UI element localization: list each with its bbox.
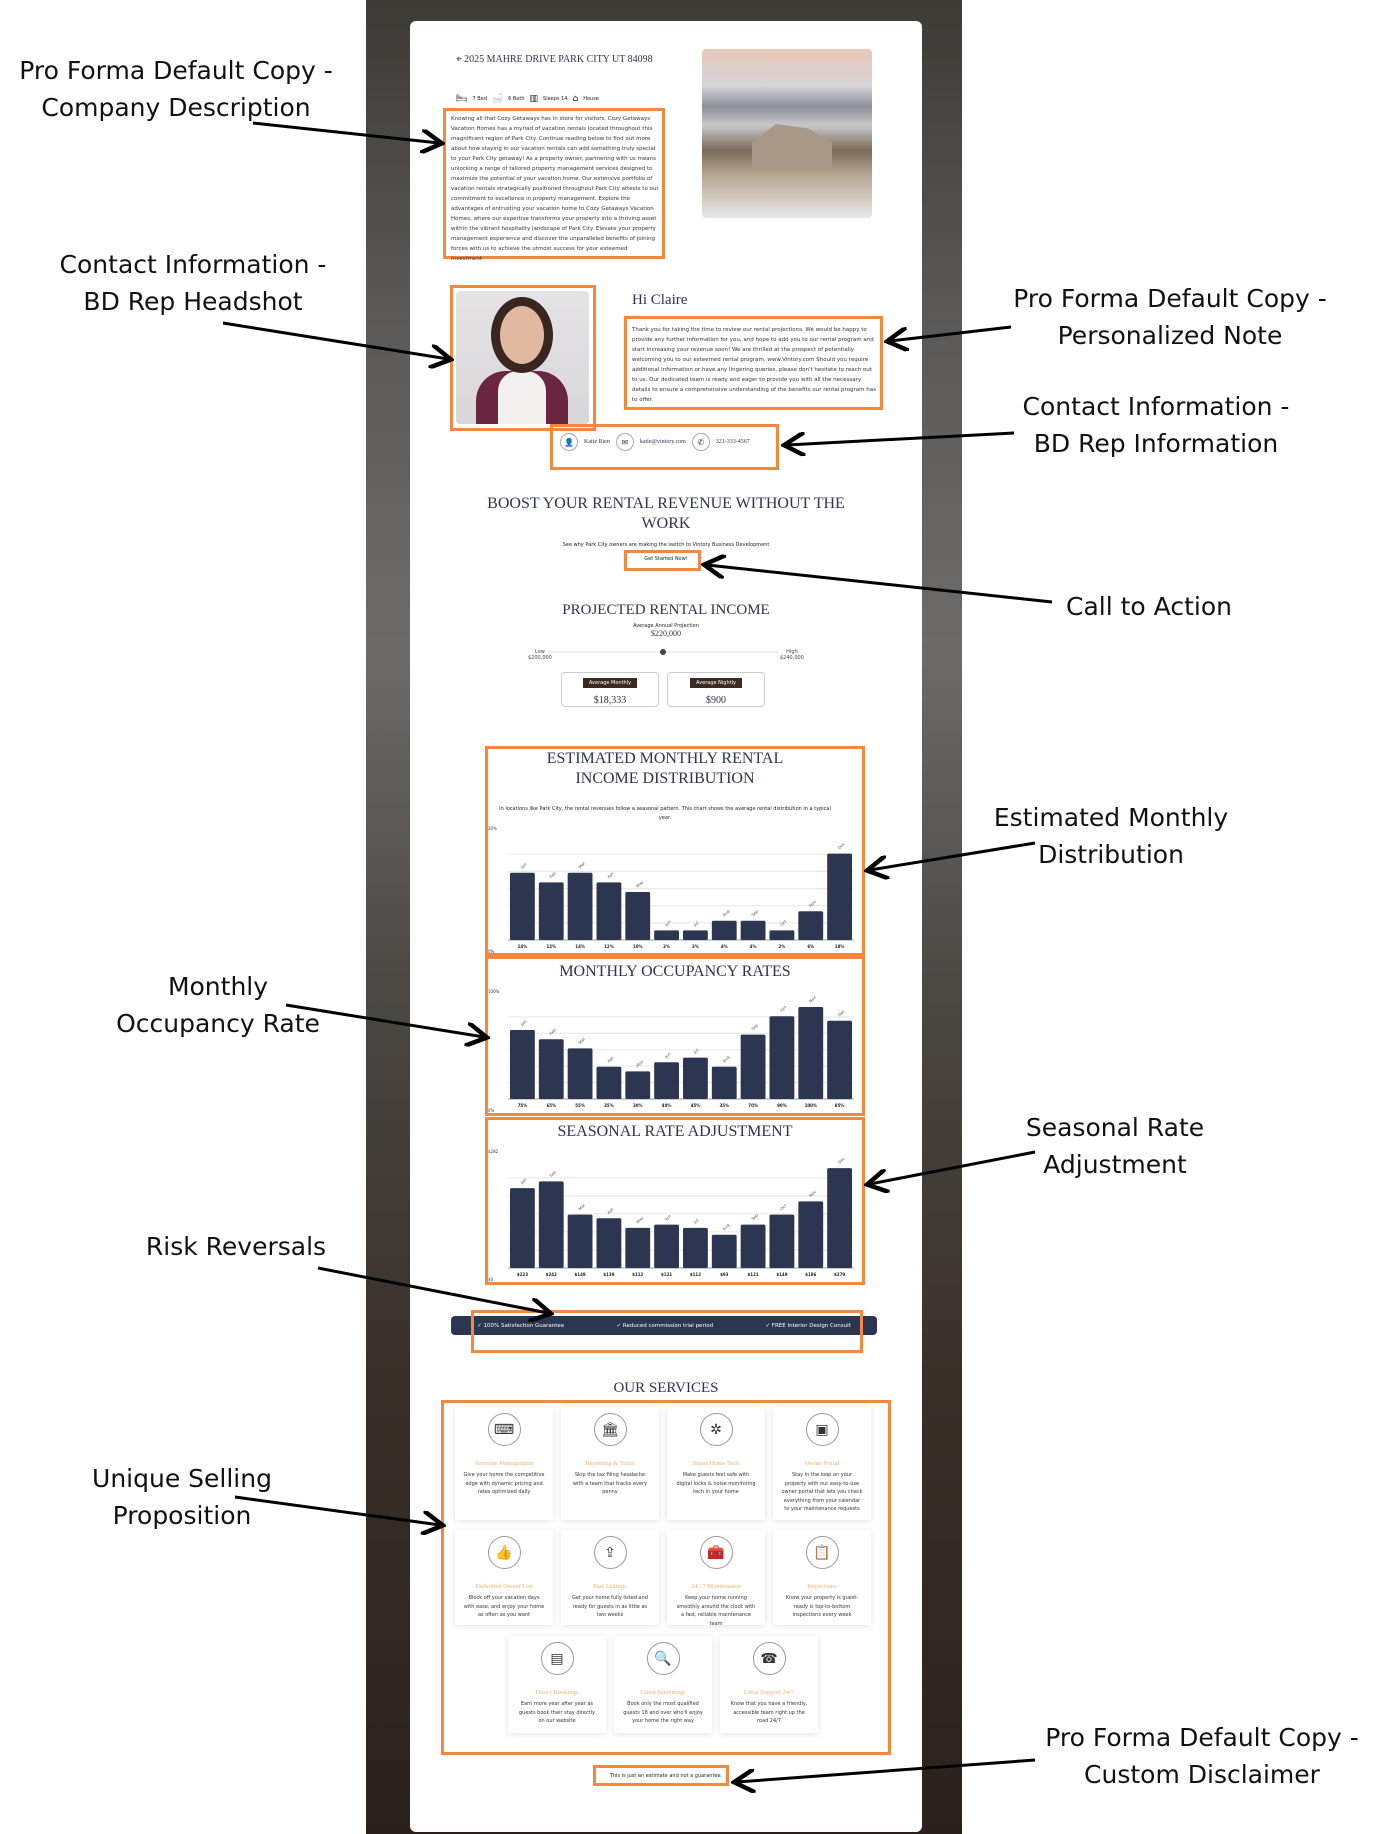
cta-subtitle: See why Park City owners are making the switch to Vintory Business Development xyxy=(562,542,770,548)
annual-value: $220,000 xyxy=(651,629,681,638)
annotation-line: Call to Action xyxy=(1066,592,1232,621)
annotation-line: Company Description xyxy=(41,93,311,122)
annual-label: Average Annual Projection xyxy=(633,623,699,629)
arrow xyxy=(870,1152,1035,1184)
service-title: Direct Bookings xyxy=(535,1689,579,1696)
value-label: $223 xyxy=(516,1272,528,1277)
y-tick-label: 0% xyxy=(488,1108,495,1113)
location-pin-icon: ⌖ xyxy=(456,54,465,65)
bank-icon: 🏛 xyxy=(594,1413,627,1446)
cta-heading: BOOST YOUR RENTAL REVENUE WITHOUT THE WORK xyxy=(487,495,845,532)
arrow xyxy=(253,123,439,143)
value-label: 40% xyxy=(661,1103,672,1108)
toolbox-icon: 🧰 xyxy=(700,1536,733,1569)
annotation-line: Adjustment xyxy=(1043,1150,1187,1179)
arrow xyxy=(890,327,1011,341)
service-title: Reporting & Taxes xyxy=(585,1460,635,1467)
portal-icon: ▣ xyxy=(806,1413,839,1446)
annotation-label xyxy=(1013,280,1327,354)
month-label: Jan xyxy=(519,1018,528,1027)
value-label: 30% xyxy=(632,1103,643,1108)
annotation-line: Unique Selling xyxy=(92,1464,272,1493)
service-description: Give your home the competitive edge with dynamic pricing and rates optimized daily xyxy=(463,1472,545,1495)
annotation-line: Pro Forma Default Copy - xyxy=(1045,1723,1359,1752)
month-label: Nov xyxy=(807,994,817,1004)
value-label: 55% xyxy=(575,1103,585,1108)
service-description: Get your home fully listed and ready for guests in as little as two weeks xyxy=(572,1595,648,1618)
laptop-upload-icon: ⇪ xyxy=(594,1536,627,1569)
annotation-line: Contact Information - xyxy=(59,250,327,279)
service-title: Unlimited Owner Use xyxy=(475,1583,533,1590)
rep-email-link[interactable]: katie@vintory.com xyxy=(639,439,686,445)
monthly-label: Average Monthly xyxy=(583,678,637,688)
month-label: Oct xyxy=(779,918,788,928)
y-tick-label: $0 xyxy=(488,1277,494,1282)
arrow xyxy=(737,1760,1035,1782)
service-title: Fast Listings xyxy=(593,1583,627,1590)
chart-title: MONTHLY OCCUPANCY RATES xyxy=(559,963,791,980)
annotation-label xyxy=(1045,1719,1359,1793)
annotation-label xyxy=(60,246,327,320)
property-features: 🛏 7 Bed 🛁 6 Bath ▥ Sleeps 14 ⌂ House xyxy=(456,94,599,104)
month-label: Sep xyxy=(750,908,760,918)
service-description: Skip the tax filing headache with a team that tracks every penny xyxy=(572,1472,648,1495)
month-label: Mar xyxy=(577,860,587,870)
service-title: Owner Portal xyxy=(804,1460,840,1467)
service-description: Know your property is guest-ready is top-to-bottom inspections every week xyxy=(785,1595,859,1618)
value-label: $242 xyxy=(545,1272,557,1277)
value-label: $121 xyxy=(661,1272,673,1277)
month-label: Feb xyxy=(548,1027,557,1036)
service-title: Inspections xyxy=(807,1583,837,1590)
month-label: May xyxy=(634,879,645,889)
annotation-line: BD Rep Information xyxy=(1033,429,1279,458)
annotation-line: Seasonal Rate xyxy=(1025,1113,1205,1142)
y-tick-label: 100% xyxy=(488,989,500,994)
arrow xyxy=(318,1268,548,1313)
rep-contact: 👤 Katie Rien ✉ katie@vintory.com ✆ 321-333-4567 xyxy=(560,433,750,451)
service-title: Guest Screenings xyxy=(640,1689,686,1696)
monthly-value: $18,333 xyxy=(593,695,627,706)
month-label: Jul xyxy=(692,1217,700,1225)
value-label: $149 xyxy=(776,1272,788,1277)
annotation-line: Personalized Note xyxy=(1057,321,1283,350)
service-title: Smart Home Tech xyxy=(692,1460,740,1467)
chart-title: ESTIMATED MONTHLY RENTAL INCOME DISTRIBUTION xyxy=(546,750,784,787)
value-label: $112 xyxy=(689,1272,701,1277)
nightly-value: $900 xyxy=(706,695,726,706)
month-label: May xyxy=(634,1215,645,1225)
service-title: Local Support 24/7 xyxy=(743,1689,795,1696)
browser-icon: ▤ xyxy=(541,1642,574,1675)
annotation-label xyxy=(1066,588,1232,625)
value-label: 70% xyxy=(748,1103,758,1108)
chart-title: SEASONAL RATE ADJUSTMENT xyxy=(557,1123,793,1140)
guarantee-item: ✓ 100% Satisfaction Guarantee xyxy=(477,1322,565,1329)
month-label: Jan xyxy=(519,1176,528,1185)
month-label: Oct xyxy=(779,1202,788,1212)
value-label: 6% xyxy=(807,944,815,949)
rep-phone-link[interactable]: 321-333-4567 xyxy=(715,439,750,445)
month-label: Sep xyxy=(750,1022,760,1032)
value-label: $139 xyxy=(603,1272,615,1277)
value-label: $121 xyxy=(747,1272,759,1277)
arrow xyxy=(707,565,1052,602)
month-label: Feb xyxy=(548,870,557,880)
value-label: 10% xyxy=(632,944,643,949)
annotation-line: Pro Forma Default Copy - xyxy=(1013,284,1327,313)
value-label: $186 xyxy=(805,1272,817,1277)
value-label: $149 xyxy=(574,1272,586,1277)
support-icon: ☎ xyxy=(753,1642,786,1675)
annotation-line: Pro Forma Default Copy - xyxy=(19,56,333,85)
personalized-note: Thank you for taking the time to review our rental projections. We would be happy to provide any further information for you, and hope to add you to our rental program and start increasing your revenue soon! We are thrilled at the prospect of potentially welcoming you to our esteemed rental program. www.Vintory.com Should you require additional information or have any lingering queries, please don't hesitate to reach out to us. Our dedicated team is ready and eager to provide you with all the necessary details to ensure a comprehensive understanding of the benefits our rental program has to offer. xyxy=(632,327,877,403)
value-label: $112 xyxy=(632,1272,644,1277)
bed-icon: 🛏 xyxy=(456,94,468,104)
clipboard-icon: 📋 xyxy=(806,1536,839,1569)
month-label: Jun xyxy=(663,1213,672,1222)
house-icon: ⌂ xyxy=(572,94,579,104)
property-address: ⌖ 2025 MAHRE DRIVE PARK CITY UT 84098 xyxy=(456,54,653,65)
low-label: Low xyxy=(535,649,545,655)
service-title: Revenue Management xyxy=(474,1460,534,1467)
value-label: 12% xyxy=(546,944,557,949)
service-description: Make guests feel safe with digital locks & noise monitoring tech in your home xyxy=(676,1472,756,1495)
annotation-label xyxy=(19,52,333,126)
month-label: Jun xyxy=(663,1050,672,1059)
month-label: Dec xyxy=(836,1155,846,1165)
value-label: $93 xyxy=(720,1272,729,1277)
month-label: Oct xyxy=(779,1004,788,1013)
annotation-label xyxy=(1023,388,1290,462)
disclaimer: This is just an estimate and not a guarantee. xyxy=(609,1773,723,1779)
month-label: Nov xyxy=(807,898,817,908)
arrow xyxy=(787,433,1014,445)
value-label: 100% xyxy=(804,1103,817,1108)
y-tick-label: 20% xyxy=(488,826,497,831)
nightly-label: Average Nightly xyxy=(690,678,742,688)
value-label: 2% xyxy=(778,944,786,949)
month-label: Mar xyxy=(577,1036,587,1046)
month-label: Mar xyxy=(577,1202,587,1212)
value-label: 18% xyxy=(834,944,845,949)
smart-home-icon: ✲ xyxy=(700,1413,733,1446)
month-label: Aug xyxy=(721,908,731,918)
service-description: Stay in the loop on your property with our easy-to-use owner portal that lets you check everything from your calendar to your maintenance requests xyxy=(781,1472,863,1512)
month-label: Jul xyxy=(692,1047,700,1055)
value-label: 4% xyxy=(749,944,757,949)
value-label: 12% xyxy=(604,944,614,949)
value-label: 2% xyxy=(692,944,699,949)
month-label: Jul xyxy=(692,920,700,928)
y-tick-label: 0% xyxy=(488,949,495,954)
annotation-label xyxy=(116,968,320,1042)
guarantee-item: ✓ Reduced commission trial period xyxy=(616,1322,714,1329)
month-label: Dec xyxy=(836,1008,846,1018)
month-label: Jan xyxy=(519,861,528,870)
annotation-label xyxy=(994,799,1228,873)
value-label: 35% xyxy=(604,1103,614,1108)
month-label: Jun xyxy=(663,919,672,928)
month-label: Aug xyxy=(721,1054,731,1064)
month-label: Sep xyxy=(750,1212,760,1222)
service-description: Earn more year after year as guests book their stay directly on our website xyxy=(518,1701,595,1724)
value-label: 14% xyxy=(517,944,528,949)
annotation-line: Distribution xyxy=(1038,840,1184,869)
search-icon: 🔍 xyxy=(647,1642,680,1675)
phone-icon[interactable]: ✆ xyxy=(692,433,710,451)
value-label: 45% xyxy=(690,1103,701,1108)
annotation-line: Estimated Monthly xyxy=(993,803,1229,832)
annotation-line: Proposition xyxy=(112,1501,252,1530)
y-tick-label: $282 xyxy=(488,1149,499,1154)
value-label: 65% xyxy=(546,1103,557,1108)
value-label: $279 xyxy=(834,1272,846,1277)
annotation-line: Occupancy Rate xyxy=(116,1009,320,1038)
service-description: Book only the most qualified guests 18 and over who'll enjoy your home the right way xyxy=(623,1701,703,1724)
high-label: High xyxy=(786,649,798,655)
sleeps-icon: ▥ xyxy=(529,94,539,104)
month-label: May xyxy=(634,1058,645,1069)
service-description: Know that you have a friendly, accessible team right up the road 24/7 xyxy=(730,1701,808,1724)
annotation-line: Contact Information - xyxy=(1022,392,1290,421)
arrow xyxy=(223,323,448,359)
revenue-icon: ⌨ xyxy=(488,1413,521,1446)
high-value: $240,000 xyxy=(780,655,804,661)
service-description: Keep your home running smoothly around the clock with a fast, reliable maintenance team xyxy=(676,1595,756,1627)
annotation-line: Risk Reversals xyxy=(145,1232,327,1261)
low-value: $200,000 xyxy=(528,655,552,661)
value-label: 85% xyxy=(834,1103,845,1108)
annotation-label xyxy=(1026,1109,1204,1183)
projection-title: PROJECTED RENTAL INCOME xyxy=(562,602,770,618)
month-label: Apr xyxy=(606,870,615,880)
service-description: Block off your vacation days with ease, and enjoy your home as often as you want xyxy=(463,1595,545,1618)
month-label: Aug xyxy=(721,1222,731,1232)
company-description: Knowing all that Cozy Getaways has in store for visitors, Cozy Getaways Vacation Homes has a myriad of vacation rentals located throughout this magnificent region of Park City. Continue reading below to find out more about how staying in our vacation rentals can add something truly special to your Park City getaway! As a property owner, partnering with us means unlocking a range of tailored property management services designed to maximize the potential of your vacation home. Our extensive portfolio of vacation rentals strategically positioned throughout Park City attests to our commitment to excellence in property management. Explore the advantages of entrusting your vacation home to Cozy Getaways Vacation Homes, where our expertise transforms your property into a thriving asset within the vibrant hospitality landscape of Park City. Elevate your property management experience and discover the unparalleled benefits of joining forces with us to achieve the utmost success for your esteemed investment. xyxy=(451,116,659,262)
value-label: 14% xyxy=(575,944,585,949)
services-title: OUR SERVICES xyxy=(613,1380,719,1396)
month-label: Nov xyxy=(807,1189,817,1199)
person-icon: 👤 xyxy=(560,433,578,451)
annotation-label xyxy=(146,1228,326,1265)
value-label: 90% xyxy=(777,1103,787,1108)
value-label: 2% xyxy=(663,944,670,949)
annotation-line: Monthly xyxy=(167,972,269,1001)
annotation-line: BD Rep Headshot xyxy=(83,287,303,316)
value-label: 4% xyxy=(720,944,728,949)
guarantee-item: ✓ FREE Interior Design Consult xyxy=(765,1322,851,1329)
value-label: 75% xyxy=(517,1103,528,1108)
annotation-label xyxy=(92,1460,272,1534)
greeting: Hi Claire xyxy=(632,292,688,308)
month-label: Apr xyxy=(606,1206,615,1215)
service-title: 24 / 7 Maintenance xyxy=(691,1583,741,1590)
bath-icon: 🛁 xyxy=(491,94,504,104)
get-started-label[interactable]: Get Started Now! xyxy=(644,556,688,562)
annotation-line: Custom Disclaimer xyxy=(1084,1760,1320,1789)
month-label: Dec xyxy=(836,841,846,851)
month-label: Apr xyxy=(606,1055,615,1064)
thumbs-up-icon: 👍 xyxy=(488,1536,521,1569)
chart-subtitle: In locations like Park City, the rental revenues follow a seasonal pattern. This chart shows the average rental distribution in a typical year. xyxy=(499,806,831,821)
email-icon[interactable]: ✉ xyxy=(616,433,634,451)
month-label: Feb xyxy=(548,1169,557,1179)
value-label: 35% xyxy=(719,1103,730,1108)
